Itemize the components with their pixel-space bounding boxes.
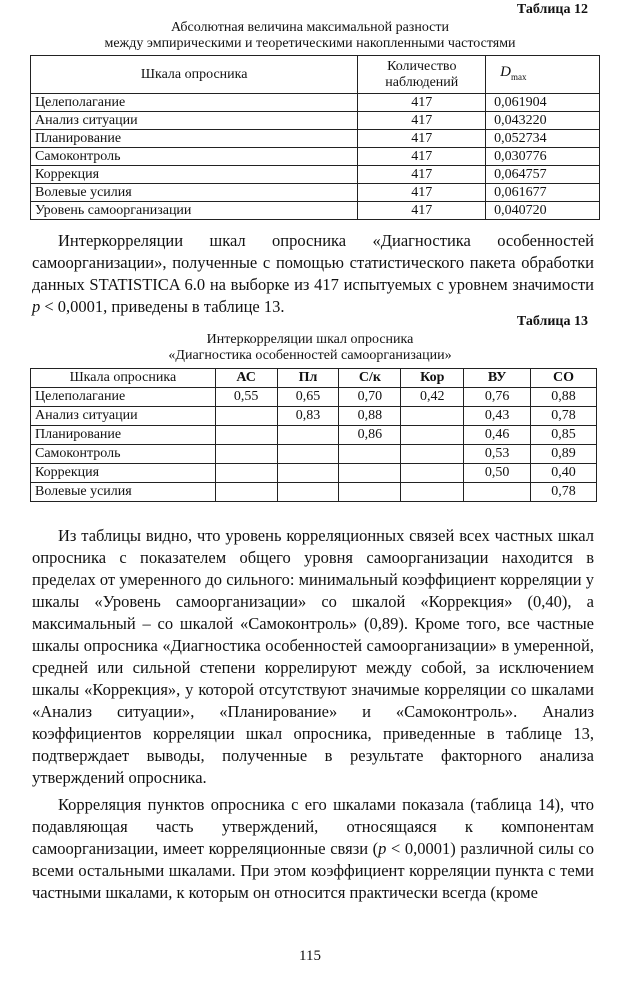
correlation-cell [339, 464, 401, 483]
correlation-cell: 0,85 [531, 426, 597, 445]
header-cell [486, 56, 600, 94]
correlation-cell [464, 483, 531, 502]
header-cell: Кор [401, 369, 464, 388]
count-cell: 417 [358, 148, 486, 166]
table-12 [30, 55, 600, 220]
dmax-cell: 0,061904 [486, 94, 600, 112]
paragraph-3 [32, 794, 594, 904]
scale-name-cell: Планирование [31, 426, 216, 445]
table-row [31, 483, 597, 502]
table-row [31, 130, 600, 148]
scale-name-cell: Волевые усилия [31, 483, 216, 502]
scale-name-cell: Уровень самоорганизации [31, 202, 358, 220]
table-row [31, 464, 597, 483]
header-cell: Шкала опросника [31, 56, 358, 94]
table-13-caption [0, 332, 620, 364]
correlation-cell [215, 464, 277, 483]
table-row [31, 426, 597, 445]
correlation-cell: 0,78 [531, 483, 597, 502]
table-row [31, 148, 600, 166]
correlation-cell [339, 445, 401, 464]
scale-name-cell: Самоконтроль [31, 445, 216, 464]
correlation-cell [339, 483, 401, 502]
correlation-cell: 0,40 [531, 464, 597, 483]
count-cell: 417 [358, 112, 486, 130]
table-row [31, 445, 597, 464]
header-cell: СО [531, 369, 597, 388]
correlation-cell: 0,88 [339, 407, 401, 426]
dmax-subscript: max [511, 71, 527, 82]
table-13-caption-line2: «Диагностика особенностей самоорганизации» [168, 348, 452, 363]
scale-name-cell: Самоконтроль [31, 148, 358, 166]
table-row [31, 94, 600, 112]
table-header-row [31, 56, 600, 94]
count-cell: 417 [358, 130, 486, 148]
dmax-cell: 0,043220 [486, 112, 600, 130]
table-12-label: Таблица 12 [516, 2, 588, 17]
dmax-cell: 0,040720 [486, 202, 600, 220]
table-12-caption-line2: между эмпирическими и теоретическими накопленными частостями [104, 36, 516, 51]
correlation-cell: 0,86 [339, 426, 401, 445]
count-cell: 417 [358, 184, 486, 202]
dmax-symbol: D [500, 64, 512, 81]
scale-name-cell: Анализ ситуации [31, 112, 358, 130]
header-cell: Количество наблюдений [358, 56, 486, 94]
correlation-cell: 0,55 [215, 388, 277, 407]
correlation-cell [277, 464, 339, 483]
count-cell: 417 [358, 202, 486, 220]
correlation-cell: 0,50 [464, 464, 531, 483]
correlation-cell: 0,46 [464, 426, 531, 445]
table-row [31, 184, 600, 202]
header-cell: Пл [277, 369, 339, 388]
table-12-caption-line1: Абсолютная величина максимальной разности [170, 20, 450, 35]
correlation-cell: 0,76 [464, 388, 531, 407]
paragraph-2 [32, 525, 594, 789]
correlation-cell: 0,83 [277, 407, 339, 426]
scale-name-cell: Коррекция [31, 166, 358, 184]
paragraph-1-text: Интеркорреляции шкал опросника «Диагностика особенностей самоорганизации», полученные с помощью статистического пакета обработки данных STATISTICA 6.0 на выборке из 417 испытуемых с уровнем значимости p < 0,0001, приведены в таблице 13. [32, 231, 594, 316]
correlation-cell: 0,78 [531, 407, 597, 426]
table-row [31, 112, 600, 130]
correlation-cell: 0,65 [277, 388, 339, 407]
correlation-cell [401, 426, 464, 445]
correlation-cell: 0,70 [339, 388, 401, 407]
correlation-cell [401, 445, 464, 464]
paragraph-1 [32, 230, 594, 318]
scale-name-cell: Анализ ситуации [31, 407, 216, 426]
paragraph-2-text: Из таблицы видно, что уровень корреляционных связей всех частных шкал опросника с показателем общего уровня самоорганизации находится в пределах от умеренного до сильного: минимальный коэффициент корреляции у шкалы «Уровень самоорганизации» со шкалой «Коррекция» (0,40), а максимальный – со шкалой «Самоконтроль» (0,89). Кроме того, все частные шкалы опросника «Диагностика особенностей самоорганизации» в умеренной, средней или сильной степени коррелируют между собой, за исключением шкалы «Коррекция», у которой отсутствуют значимые корреляции со шкалами «Анализ ситуации», «Планирование» и «Самоконтроль». Анализ коэффициентов корреляции шкал опросника, приведенные в таблице 13, подтверждает выводы, полученные в результате факторного анализа утверждений опросника. [32, 526, 594, 787]
table-13 [30, 368, 597, 502]
correlation-cell [215, 445, 277, 464]
scale-name-cell: Планирование [31, 130, 358, 148]
correlation-cell [401, 407, 464, 426]
header-cell: АС [215, 369, 277, 388]
header-cell: Шкала опросника [31, 369, 216, 388]
page-number: 115 [299, 948, 321, 964]
table-12-caption [0, 20, 620, 52]
table-13-caption-line1: Интеркорреляции шкал опросника [206, 332, 414, 347]
dmax-cell: 0,061677 [486, 184, 600, 202]
correlation-cell [277, 445, 339, 464]
header-cell: С/к [339, 369, 401, 388]
dmax-cell: 0,030776 [486, 148, 600, 166]
scale-name-cell: Коррекция [31, 464, 216, 483]
dmax-cell: 0,052734 [486, 130, 600, 148]
correlation-cell: 0,53 [464, 445, 531, 464]
dmax-cell: 0,064757 [486, 166, 600, 184]
correlation-cell [215, 483, 277, 502]
correlation-cell: 0,43 [464, 407, 531, 426]
scale-name-cell: Целеполагание [31, 388, 216, 407]
correlation-cell [277, 426, 339, 445]
correlation-cell [215, 426, 277, 445]
table-13-label: Таблица 13 [516, 314, 588, 329]
table-row [31, 166, 600, 184]
correlation-cell [401, 483, 464, 502]
scale-name-cell: Целеполагание [31, 94, 358, 112]
header-cell: ВУ [464, 369, 531, 388]
table-header-row [31, 369, 597, 388]
table-row [31, 388, 597, 407]
count-cell: 417 [358, 94, 486, 112]
correlation-cell: 0,89 [531, 445, 597, 464]
paragraph-3-text: Корреляция пунктов опросника с его шкалами показала (таблица 14), что подавляющая часть утверждений, относящаяся к компонентам самоорганизации, имеет корреляционные связи (p < 0,0001) различной силы со всеми остальными шкалами. При этом коэффициент корреляции пункта с теми частными шкалами, к которым он относится практически всегда (кроме [32, 795, 594, 902]
table-row [31, 407, 597, 426]
correlation-cell: 0,42 [401, 388, 464, 407]
count-cell: 417 [358, 166, 486, 184]
correlation-cell [401, 464, 464, 483]
scale-name-cell: Волевые усилия [31, 184, 358, 202]
table-row [31, 202, 600, 220]
correlation-cell [277, 483, 339, 502]
correlation-cell: 0,88 [531, 388, 597, 407]
correlation-cell [215, 407, 277, 426]
